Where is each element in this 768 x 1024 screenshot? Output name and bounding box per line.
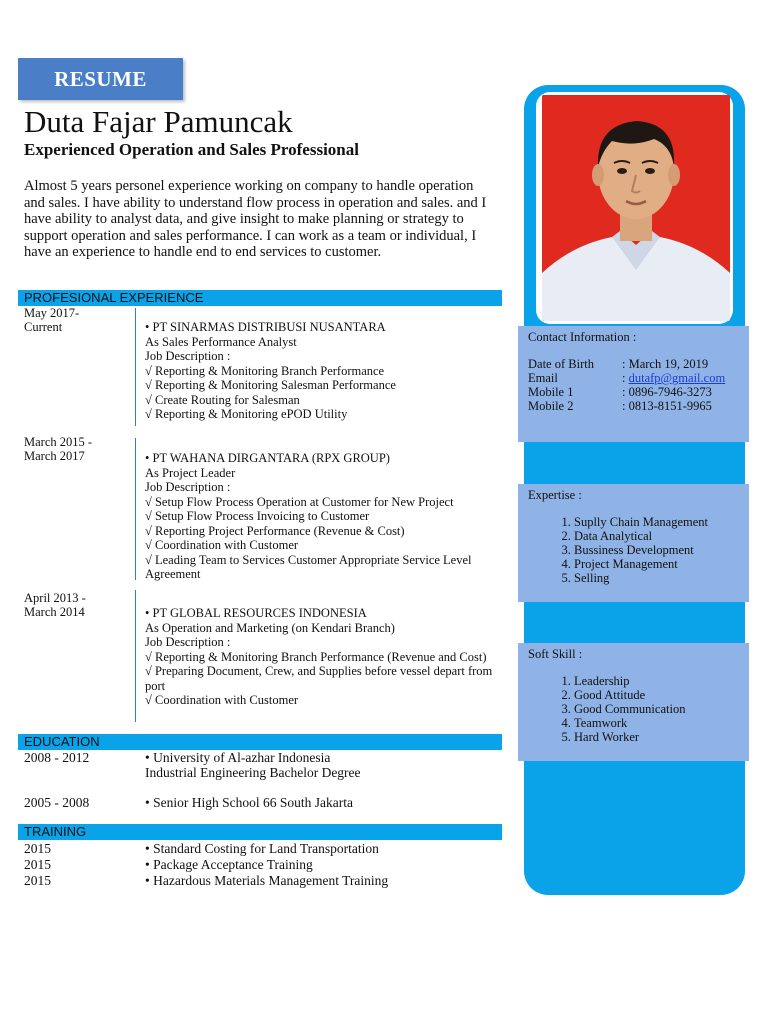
education-section-bar: EDUCATION — [18, 734, 502, 750]
list-item: 4. Teamwork — [574, 716, 739, 730]
divider-line — [135, 438, 136, 580]
expertise-title: Expertise : — [528, 488, 582, 502]
job-duty: √ Reporting & Monitoring ePOD Utility — [145, 407, 348, 421]
job-duty: √ Setup Flow Process Operation at Customer for New Project — [145, 494, 454, 509]
training-section-bar: TRAINING — [18, 824, 502, 840]
job-company: • PT SINARMAS DISTRIBUSI NUSANTARA — [145, 320, 386, 334]
training-date: 2015 — [24, 857, 51, 872]
education-degree: Industrial Engineering Bachelor Degree — [145, 765, 361, 780]
education-date: 2008 - 2012 — [24, 750, 90, 765]
contact-box — [518, 326, 749, 442]
summary-paragraph: Almost 5 years personel experience working on company to handle operation and sales. I have ability to understand flow process in operation and sales. and I have ability to analyst data, and give insight to make planning or strategy to support operation and sales performance. I can work as a team or individual, I have an experience to handle end to end services to customer. — [24, 178, 487, 260]
contact-value: : March 19, 2019 — [622, 357, 709, 371]
education-school: • University of Al-azhar Indonesia — [145, 750, 331, 765]
job-duty: √ Reporting & Monitoring Branch Performance (Revenue and Cost) — [145, 649, 487, 664]
job-duty: √ Coordination with Customer — [145, 693, 299, 707]
contact-value: : 0896-7946-3273 — [622, 385, 712, 399]
contact-value: : 0813-8151-9965 — [622, 399, 712, 413]
contact-key: Date of Birth — [528, 357, 594, 371]
job-duty: √ Leading Team to Services Customer Appropriate Service Level Agreement — [145, 552, 472, 581]
training-date: 2015 — [24, 841, 51, 856]
contact-title: Contact Information : — [528, 330, 637, 344]
job-desc-label: Job Description : — [145, 635, 231, 649]
email-link[interactable]: dutafp@gmail.com — [628, 371, 726, 385]
person-icon — [542, 95, 730, 321]
job-duty: √ Reporting & Monitoring Salesman Performance — [145, 378, 396, 392]
job-entry — [145, 451, 500, 582]
candidate-subtitle: Experienced Operation and Sales Professional — [24, 140, 359, 159]
training-item: • Package Acceptance Training — [145, 857, 313, 872]
contact-key: Email — [528, 371, 558, 385]
job-duty: √ Coordination with Customer — [145, 538, 299, 552]
list-item: 4. Project Management — [574, 557, 739, 571]
list-item: 3. Good Communication — [574, 702, 739, 716]
expertise-list — [528, 515, 739, 585]
education-date: 2005 - 2008 — [24, 795, 90, 810]
expertise-box — [518, 484, 749, 602]
job-company: • PT GLOBAL RESOURCES INDONESIA — [145, 606, 367, 620]
contact-value: : dutafp@gmail.com — [622, 371, 726, 385]
list-item: 5. Hard Worker — [574, 730, 739, 744]
contact-row-dob — [528, 357, 739, 371]
list-item: 2. Data Analytical — [574, 529, 739, 543]
training-item: • Hazardous Materials Management Training — [145, 873, 389, 888]
divider-line — [135, 590, 136, 722]
contact-row-mobile1 — [528, 385, 739, 399]
list-item: 1. Leadership — [574, 674, 739, 688]
list-item: 2. Good Attitude — [574, 688, 739, 702]
divider-line — [135, 308, 136, 426]
job-duty: √ Reporting & Monitoring Branch Performance — [145, 363, 385, 378]
contact-row-email — [528, 371, 739, 385]
contact-key: Mobile 1 — [528, 385, 574, 399]
experience-section-bar: PROFESIONAL EXPERIENCE — [18, 290, 502, 306]
job-desc-label: Job Description : — [145, 480, 231, 494]
job-date: May 2017- Current — [24, 306, 80, 334]
training-item: • Standard Costing for Land Transportation — [145, 841, 379, 856]
job-entry — [145, 320, 500, 422]
list-item: 5. Selling — [574, 571, 739, 585]
job-duty: √ Create Routing for Salesman — [145, 392, 300, 407]
job-desc-label: Job Description : — [145, 349, 231, 363]
job-date: April 2013 - March 2014 — [24, 591, 86, 619]
education-school: • Senior High School 66 South Jakarta — [145, 795, 353, 810]
contact-row-mobile2 — [528, 399, 739, 413]
training-date: 2015 — [24, 873, 51, 888]
profile-photo — [542, 95, 730, 321]
education-entry — [145, 750, 361, 780]
job-date: March 2015 - March 2017 — [24, 435, 93, 463]
job-duty: √ Reporting Project Performance (Revenue & Cost) — [145, 523, 405, 538]
job-role: As Sales Performance Analyst — [145, 334, 297, 349]
job-duty: √ Setup Flow Process Invoicing to Customer — [145, 509, 370, 523]
job-duty: √ Preparing Document, Crew, and Supplies before vessel depart from port — [145, 664, 493, 693]
list-item: 3. Bussiness Development — [574, 543, 739, 557]
job-role: As Operation and Marketing (on Kendari Branch) — [145, 620, 395, 635]
job-entry — [145, 606, 500, 708]
candidate-name: Duta Fajar Pamuncak — [24, 104, 293, 139]
soft-skill-box — [518, 643, 749, 761]
soft-skill-list — [528, 674, 739, 744]
job-company: • PT WAHANA DIRGANTARA (RPX GROUP) — [145, 451, 390, 465]
job-role: As Project Leader — [145, 465, 236, 480]
list-item: 1. Suplly Chain Management — [574, 515, 739, 529]
education-entry — [145, 795, 353, 810]
contact-key: Mobile 2 — [528, 399, 574, 413]
resume-tag: RESUME — [18, 58, 183, 100]
soft-skill-title: Soft Skill : — [528, 647, 583, 661]
